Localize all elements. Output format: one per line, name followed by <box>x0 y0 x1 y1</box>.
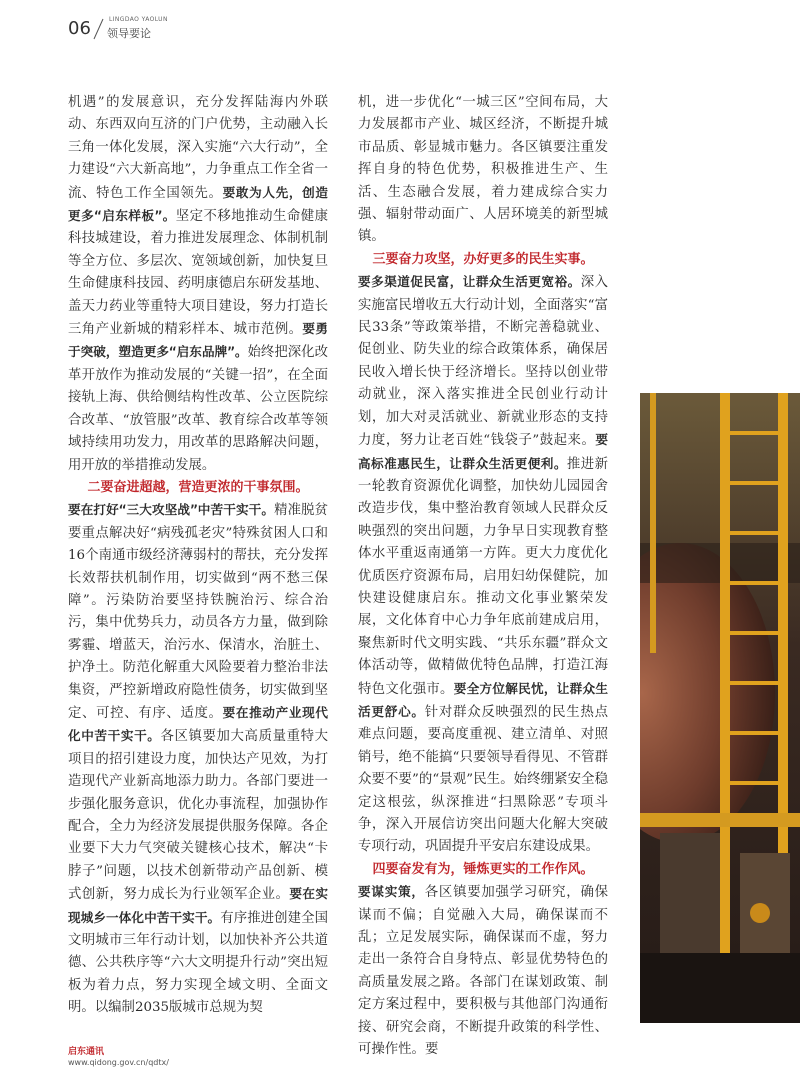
paragraph: 机遇”的发展意识，充分发挥陆海内外联动、东西双向互济的门户优势，主动融入长三角一体化发展，深入实施“六大行动”，全力建设“六大新高地”，力争重点工作全省一流、特色工作全国领先。要敢为人先，创造更多“启东样板”。坚定不移地推动生命健康科技城建设，着力推进发展理念、体制机制等全方位、多层次、宽领域创新，加快复旦生命健康科技园、药明康德启东研发基地、盖天力药业等重特大项目建设，努力打造长三角产业新城的精彩样本、城市范例。要勇于突破，塑造更多“启东品牌”。始终把深化改革开放作为推动发展的“关键一招”，在全面接轨上海、供给侧结构性改革、公立医院综合改革、“放管服”改革、教育综合改革等领域持续用功发力，用改革的思路解决问题，用开放的举措推动发展。 <box>68 95 329 473</box>
publication-title: 启东通讯 <box>68 1047 105 1057</box>
paragraph: 要多渠道促民富，让群众生活更宽裕。深入实施富民增收五大行动计划，全面落实“富民33条”等政策举措，不断完善稳就业、促创业、防失业的综合政策体系，确保居民收入增长快于经济增长。坚持以创业带动就业，深入落实推进全民创业行动计划，加大对灵活就业、新就业形态的支持力度，努力让老百姓“钱袋子”鼓起来。要高标准惠民生，让群众生活更便利。推进新一轮教育资源优化调整，加快幼儿园园舍改造步伐，集中整治教育领域人民群众反映强烈的突出问题，力争早日实现教育整体水平重返南通第一方阵。更大力度优化优质医疗资源布局，启用妇幼保健院，加快建设健康启东。推动文化事业繁荣发展，文化体育中心力争年底前建成启用，聚焦新时代文明实践、“共乐东疆”群众文体活动等，做精做优特色品牌，打造江海特色文化强市。要全方位解民忧，让群众生活更舒心。针对群众反映强烈的民生热点难点问题，要高度重视、建立清单、对照销号，绝不能搞“只要领导看得见、不管群众要不要”的“景观”民生。始终绷紧安全稳定这根弦，纵深推进“扫黑除恶”专项斗争，深入开展信访突出问题大化解大突破专项行动，巩固提升平安启东建设成果。 <box>358 274 609 855</box>
emphasis-text: 要高标准惠民生，让群众生活更便利。 <box>358 432 608 471</box>
header-slash-icon <box>92 18 104 40</box>
page-number: 06 <box>68 18 91 39</box>
emphasis-text: 要多渠道促民富，让群众生活更宽裕。 <box>358 274 581 290</box>
page-header <box>66 14 366 44</box>
emphasis-text: 要谋实策， <box>358 884 425 900</box>
paragraph: 要在打好“三大攻坚战”中苦干实干。精准脱贫要重点解决好“病残孤老灾”特殊贫困人口和16个南通市级经济薄弱村的帮扶，充分发挥长效帮扶机制作用，切实做到“两不愁三保障”。污染防治要坚持铁腕治污、综合治污，集中优势兵力，动员各方力量，做到除雾霾、增蓝天，治污水、保清水，治脏土、护净土。防范化解重大风险要着力整治非法集资，严控新增政府隐性债务，切实做到坚定、可控、有序、适度。要在推动产业现代化中苦干实干。各区镇要加大高质量重特大项目的招引建设力度，加快达产见效，为打造现代产业新高地添力助力。各部门要进一步强化服务意识，优化办事流程，加强协作配合，全力为经济发展提供服务保障。各企业要下大力气突破关键核心技术，解决“卡脖子”问题，以技术创新带动产品创新、模式创新，努力成长为行业领军企业。要在实现城乡一体化中苦干实干。有序推进创建全国文明城市三年行动计划，以加快补齐公共道德、公共秩序等“六大文明提升行动”突出短板为着力点，努力实现全域文明、全面文明。以编制2035版城市总规为契 <box>68 502 329 1016</box>
section-heading: 二要奋进超越，营造更浓的干事氛围。 <box>87 479 309 495</box>
section-title: 领导要论 <box>107 27 151 40</box>
emphasis-text: 要在实现城乡一体化中苦干实干。 <box>68 886 329 925</box>
emphasis-text: 要敢为人先，创造更多“启东样板”。 <box>68 184 329 224</box>
emphasis-text: 要在推动产业现代化中苦干实干。 <box>68 704 329 744</box>
factory-machinery-image <box>640 393 800 1023</box>
publication-url[interactable]: www.qidong.gov.cn/qdtx/ <box>68 1058 169 1067</box>
page-footer <box>68 1044 169 1067</box>
emphasis-text: 要勇于突破，塑造更多“启东品牌”。 <box>68 321 329 360</box>
paragraph: 要谋实策，各区镇要加强学习研究，确保谋而不偏；自觉融入大局，确保谋而不乱；立足发展实际，确保谋而不虚，努力走出一条符合自身特点、彰显优势特色的高质量发展之路。各部门在谋划政策、制定方案过程中，要积极与其他部门沟通衔接、研究会商，不断提升政策的科学性、可操作性。要 <box>358 884 609 1058</box>
section-heading: 三要奋力攻坚，办好更多的民生实事。 <box>372 251 594 267</box>
right-column <box>358 92 608 1061</box>
industrial-photo <box>640 393 800 1023</box>
emphasis-text: 要全方位解民忧，让群众生活更舒心。 <box>358 680 609 719</box>
section-heading: 四要奋发有为，锤炼更实的工作作风。 <box>372 861 594 877</box>
emphasis-text: 要在打好“三大攻坚战”中苦干实干。 <box>68 502 275 518</box>
left-column <box>68 92 328 1020</box>
section-title-en: LINGDAO YAOLUN <box>109 16 168 23</box>
paragraph: 机，进一步优化“一城三区”空间布局，大力发展都市产业、城区经济，不断提升城市品质、彰显城市魅力。各区镇要注重发挥自身的特色优势，积极推进生产、生活、生态融合发展，着力建成综合实力强、辐射带动面广、人居环境美的新型城镇。 <box>358 95 608 245</box>
